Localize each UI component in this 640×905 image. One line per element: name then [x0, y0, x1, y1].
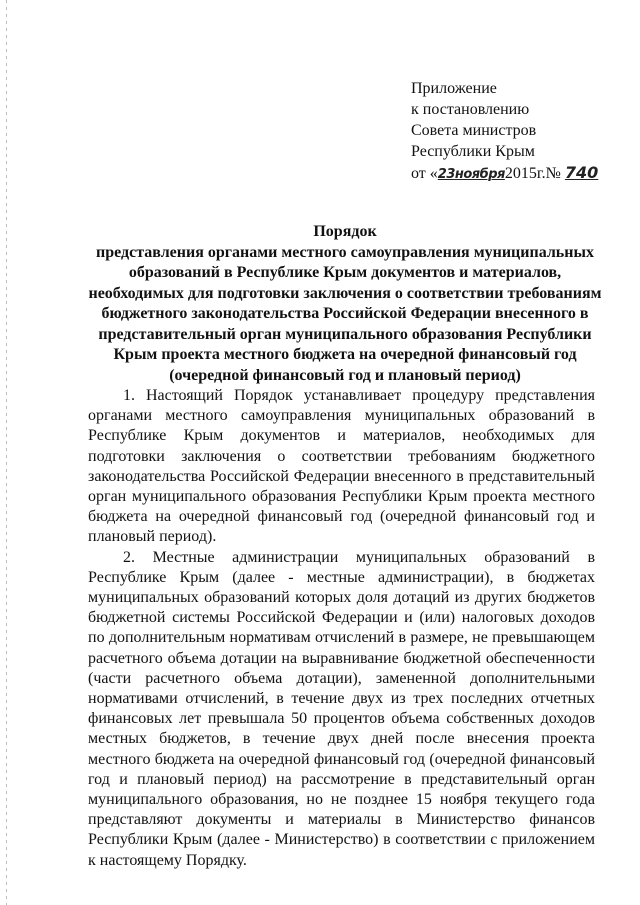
- handwritten-date-month: ноября: [454, 167, 505, 182]
- appendix-date-line: [411, 162, 621, 185]
- appendix-line-4: Республики Крым: [411, 143, 535, 160]
- document-heading: Порядок: [313, 223, 377, 240]
- appendix-line-1: Приложение: [411, 80, 497, 97]
- document-subtitle: представления органами местного самоуправления муниципальных образований в Республике Крым документов и материалов, необходимых для подготовки заключения о соответствии требованиям бюджетного законодательства Российской Федерации внесенного в представительный орган муниципального образования Республики Крым проекта местного бюджета на очередной финансовый год (очередной финансовый год и плановый период): [88, 243, 602, 384]
- scan-edge-line: [6, 0, 7, 905]
- document-body: [88, 386, 595, 871]
- handwritten-decree-number: 740: [564, 163, 599, 182]
- appendix-line-2: к постановлению: [411, 101, 530, 118]
- date-prefix: от «: [411, 165, 438, 182]
- handwritten-date-day: 23: [437, 167, 455, 182]
- date-year: 2015г.: [504, 165, 546, 182]
- document-title-block: [80, 222, 610, 386]
- appendix-line-3: Совета министров: [411, 122, 537, 139]
- paragraph-2: 2. Местные администрации муниципальных образований в Республике Крым (далее - местные администрации), в бюджетах муниципальных образований которых доля дотаций из других бюджетов бюджетной системы Российской Федерации и (или) налоговых доходов по дополнительным нормативам отчислений в размере, не превышающем расчетного объема дотации на выравнивание бюджетной обеспеченности (части расчетного объема дотации), замененной дополнительными нормативами отчислений, в течение двух из трех последних отчетных финансовых лет превышала 50 процентов объема собственных доходов местных бюджетов, в течение двух дней после внесения проекта местного бюджета на очередной финансовый год (очередной финансовый год и плановый период) на рассмотрение в представительный орган муниципального образования, но не позднее 15 ноября текущего года представляют документы и материалы в Министерство финансов Республики Крым (далее - Министерство) в соответствии с приложением к настоящему Порядку.: [88, 548, 595, 869]
- number-sign: №: [545, 165, 561, 182]
- appendix-block: [411, 78, 621, 185]
- paragraph-1: 1. Настоящий Порядок устанавливает процедуру представления органами местного самоуправления муниципальных образований в Республике Крым документов и материалов, необходимых для подготовки заключения о соответствии требованиям бюджетного законодательства Российской Федерации внесенного в представительный орган муниципального образования Республики Крым проекта местного бюджета на очередной финансовый год (очередной финансовый год и плановый период).: [88, 387, 595, 546]
